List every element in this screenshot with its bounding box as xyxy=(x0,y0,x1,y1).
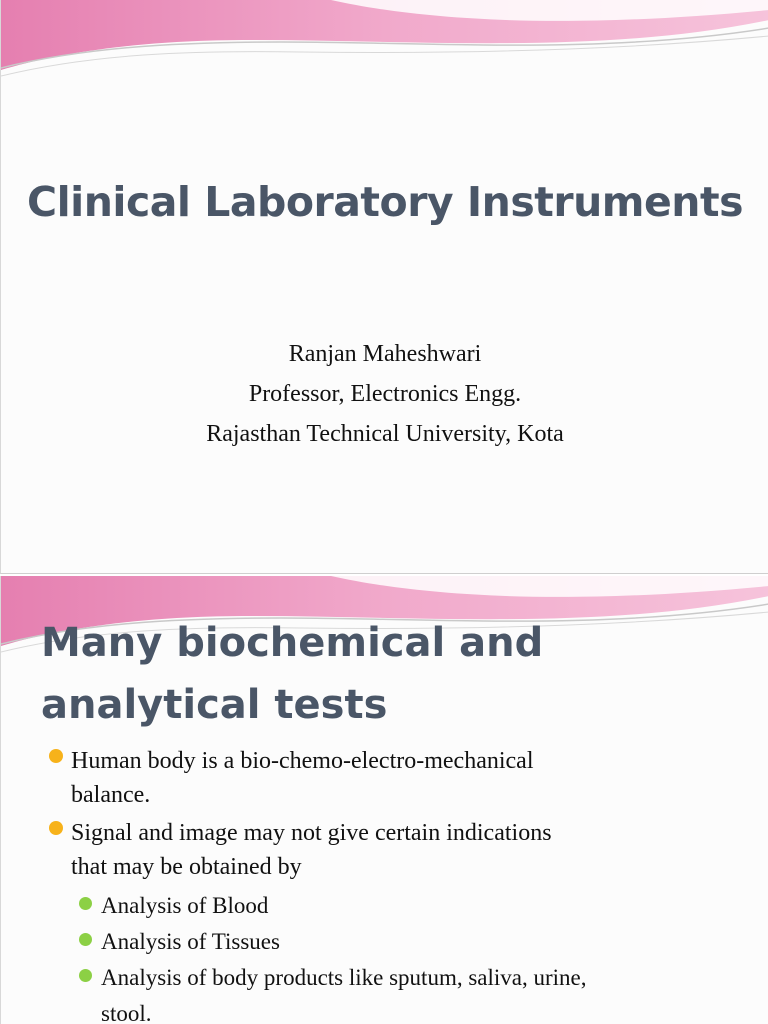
slide-title-line-2: analytical tests xyxy=(41,682,388,728)
author-block xyxy=(1,334,768,454)
author-name: Ranjan Maheshwari xyxy=(288,341,482,367)
pink-swoosh-decoration xyxy=(1,0,768,90)
bullet-text: Signal and image may not give certain indications xyxy=(71,820,552,846)
content-slide xyxy=(0,576,768,1024)
presentation-title: Clinical Laboratory Instruments xyxy=(27,178,743,226)
slide-title xyxy=(41,612,741,736)
sub-bullet-text: Analysis of Blood xyxy=(101,893,269,918)
sub-bullet-item xyxy=(47,960,747,1024)
sub-bullet-item xyxy=(47,924,747,960)
author-institution: Rajasthan Technical University, Kota xyxy=(206,421,564,447)
green-bullet-icon xyxy=(79,933,92,946)
bullet-text-continued: that may be obtained by xyxy=(71,854,302,880)
sub-bullet-text-continued: stool. xyxy=(101,1001,152,1024)
orange-bullet-icon xyxy=(49,749,63,763)
sub-bullet-item xyxy=(47,888,747,924)
author-position: Professor, Electronics Engg. xyxy=(248,381,522,407)
bullet-text: Human body is a bio-chemo-electro-mechanical xyxy=(71,748,534,774)
orange-bullet-icon xyxy=(49,821,63,835)
green-bullet-icon xyxy=(79,897,92,910)
sub-bullet-text: Analysis of body products like sputum, saliva, urine, xyxy=(101,965,587,990)
bullet-text-continued: balance. xyxy=(71,782,151,808)
sub-bullet-text: Analysis of Tissues xyxy=(101,929,280,954)
bullet-item xyxy=(47,816,747,884)
slide-title-line-1: Many biochemical and xyxy=(41,620,544,666)
bullet-list xyxy=(47,744,747,1024)
green-bullet-icon xyxy=(79,969,92,982)
bullet-item xyxy=(47,744,747,812)
